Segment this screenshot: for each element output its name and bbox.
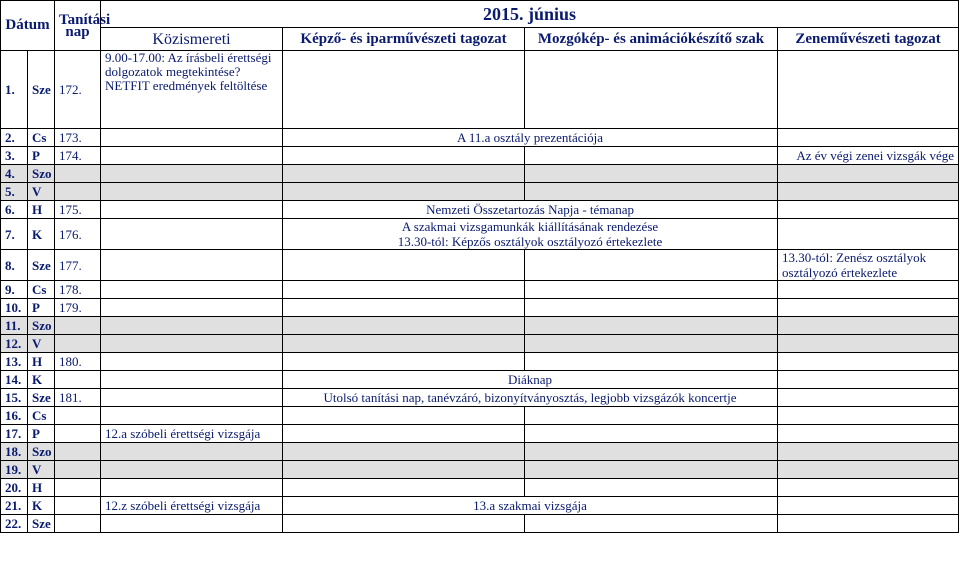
school-day-number — [55, 165, 101, 183]
music-cell — [778, 479, 959, 497]
weekday: Szo — [28, 443, 55, 461]
day-number: 1. — [1, 51, 28, 129]
school-day-number — [55, 515, 101, 533]
general-cell — [101, 219, 283, 250]
table-row — [1, 165, 959, 183]
col-header-general: Közismereti — [101, 28, 283, 51]
weekday: Szo — [28, 317, 55, 335]
school-day-number: 173. — [55, 129, 101, 147]
music-cell — [778, 371, 959, 389]
day-number: 8. — [1, 250, 28, 281]
music-cell — [778, 425, 959, 443]
general-cell — [101, 335, 283, 353]
school-day-number: 176. — [55, 219, 101, 250]
music-cell: Az év végi zenei vizsgák vége — [778, 147, 959, 165]
fine-arts-cell — [283, 51, 525, 129]
weekday: V — [28, 183, 55, 201]
fine-arts-cell — [283, 479, 525, 497]
fine-arts-cell — [283, 165, 525, 183]
event-cell: Nemzeti Összetartozás Napja - témanap — [283, 201, 778, 219]
animation-cell — [525, 299, 778, 317]
school-day-number — [55, 317, 101, 335]
fine-arts-cell — [283, 183, 525, 201]
fine-arts-cell — [283, 250, 525, 281]
music-cell — [778, 201, 959, 219]
day-number: 15. — [1, 389, 28, 407]
animation-cell — [525, 281, 778, 299]
weekday: H — [28, 479, 55, 497]
day-number: 11. — [1, 317, 28, 335]
school-day-number: 180. — [55, 353, 101, 371]
school-day-number — [55, 407, 101, 425]
table-row — [1, 443, 959, 461]
table-row — [1, 389, 959, 407]
weekday: V — [28, 461, 55, 479]
table-row — [1, 299, 959, 317]
music-cell — [778, 281, 959, 299]
music-cell — [778, 299, 959, 317]
fine-arts-cell — [283, 407, 525, 425]
general-cell — [101, 165, 283, 183]
animation-cell — [525, 335, 778, 353]
table-row — [1, 250, 959, 281]
table-row — [1, 353, 959, 371]
day-number: 12. — [1, 335, 28, 353]
day-number: 3. — [1, 147, 28, 165]
general-cell — [101, 147, 283, 165]
general-cell — [101, 129, 283, 147]
fine-arts-cell — [283, 425, 525, 443]
weekday: Sze — [28, 51, 55, 129]
table-row — [1, 335, 959, 353]
general-cell — [101, 479, 283, 497]
animation-cell — [525, 51, 778, 129]
school-day-number: 172. — [55, 51, 101, 129]
day-number: 17. — [1, 425, 28, 443]
event-cell: 13.a szakmai vizsgája — [283, 497, 778, 515]
music-cell — [778, 407, 959, 425]
music-cell — [778, 515, 959, 533]
weekday: P — [28, 299, 55, 317]
table-row — [1, 317, 959, 335]
event-cell: Utolsó tanítási nap, tanévzáró, bizonyítványosztás, legjobb vizsgázók koncertje — [283, 389, 778, 407]
animation-cell — [525, 165, 778, 183]
general-cell: 12.z szóbeli érettségi vizsgája — [101, 497, 283, 515]
animation-cell — [525, 461, 778, 479]
day-number: 5. — [1, 183, 28, 201]
header-row-columns — [1, 28, 959, 51]
weekday: V — [28, 335, 55, 353]
school-day-number: 174. — [55, 147, 101, 165]
animation-cell — [525, 425, 778, 443]
table-row — [1, 147, 959, 165]
music-cell — [778, 443, 959, 461]
table-row — [1, 201, 959, 219]
music-cell — [778, 165, 959, 183]
school-day-header: Tanítási nap — [55, 1, 101, 51]
school-day-number — [55, 479, 101, 497]
music-cell — [778, 129, 959, 147]
col-header-music: Zeneművészeti tagozat — [778, 28, 959, 51]
general-cell — [101, 515, 283, 533]
table-row — [1, 129, 959, 147]
day-number: 18. — [1, 443, 28, 461]
fine-arts-cell — [283, 317, 525, 335]
fine-arts-cell — [283, 443, 525, 461]
weekday: Cs — [28, 407, 55, 425]
school-day-number: 175. — [55, 201, 101, 219]
school-day-number: 177. — [55, 250, 101, 281]
school-day-number — [55, 497, 101, 515]
day-number: 6. — [1, 201, 28, 219]
animation-cell — [525, 183, 778, 201]
weekday: Cs — [28, 281, 55, 299]
table-row — [1, 371, 959, 389]
weekday: Szo — [28, 165, 55, 183]
music-cell — [778, 317, 959, 335]
table-row — [1, 497, 959, 515]
day-number: 19. — [1, 461, 28, 479]
animation-cell — [525, 147, 778, 165]
day-number: 22. — [1, 515, 28, 533]
music-cell — [778, 461, 959, 479]
general-cell: 9.00-17.00: Az írásbeli érettségi dolgozatok megtekintése? NETFIT eredmények feltöltése — [101, 51, 283, 129]
day-number: 20. — [1, 479, 28, 497]
fine-arts-cell — [283, 515, 525, 533]
day-number: 9. — [1, 281, 28, 299]
table-row — [1, 461, 959, 479]
animation-cell — [525, 515, 778, 533]
table-row — [1, 479, 959, 497]
music-cell — [778, 219, 959, 250]
fine-arts-cell — [283, 281, 525, 299]
day-number: 10. — [1, 299, 28, 317]
animation-cell — [525, 443, 778, 461]
general-cell — [101, 371, 283, 389]
animation-cell — [525, 407, 778, 425]
schedule-rows — [1, 51, 959, 533]
date-header: Dátum — [1, 1, 55, 51]
day-number: 13. — [1, 353, 28, 371]
school-day-number — [55, 183, 101, 201]
school-day-number — [55, 335, 101, 353]
general-cell — [101, 250, 283, 281]
weekday: Sze — [28, 515, 55, 533]
weekday: Cs — [28, 129, 55, 147]
school-day-number — [55, 443, 101, 461]
general-cell: 12.a szóbeli érettségi vizsgája — [101, 425, 283, 443]
day-number: 16. — [1, 407, 28, 425]
event-cell: Diáknap — [283, 371, 778, 389]
table-row — [1, 407, 959, 425]
general-cell — [101, 281, 283, 299]
event-cell: A 11.a osztály prezentációja — [283, 129, 778, 147]
music-cell: 13.30-tól: Zenész osztályok osztályozó értekezlete — [778, 250, 959, 281]
music-cell — [778, 497, 959, 515]
weekday: K — [28, 497, 55, 515]
col-header-animation: Mozgókép- és animációkészítő szak — [525, 28, 778, 51]
general-cell — [101, 299, 283, 317]
weekday: H — [28, 353, 55, 371]
weekday: P — [28, 425, 55, 443]
col-header-fine-arts: Képző- és iparművészeti tagozat — [283, 28, 525, 51]
day-number: 2. — [1, 129, 28, 147]
animation-cell — [525, 353, 778, 371]
day-number: 4. — [1, 165, 28, 183]
fine-arts-cell — [283, 335, 525, 353]
music-cell — [778, 183, 959, 201]
animation-cell — [525, 479, 778, 497]
music-cell — [778, 389, 959, 407]
fine-arts-cell — [283, 147, 525, 165]
weekday: K — [28, 371, 55, 389]
table-row — [1, 51, 959, 129]
general-cell — [101, 443, 283, 461]
general-cell — [101, 317, 283, 335]
weekday: Sze — [28, 389, 55, 407]
general-cell — [101, 389, 283, 407]
animation-cell — [525, 317, 778, 335]
general-cell — [101, 461, 283, 479]
fine-arts-cell — [283, 461, 525, 479]
header-row-month — [1, 1, 959, 28]
table-row — [1, 515, 959, 533]
school-day-number — [55, 425, 101, 443]
weekday: K — [28, 219, 55, 250]
day-number: 7. — [1, 219, 28, 250]
school-day-number: 179. — [55, 299, 101, 317]
table-row — [1, 219, 959, 250]
weekday: H — [28, 201, 55, 219]
school-day-number — [55, 371, 101, 389]
general-cell — [101, 407, 283, 425]
table-row — [1, 425, 959, 443]
day-number: 14. — [1, 371, 28, 389]
school-day-number — [55, 461, 101, 479]
music-cell — [778, 51, 959, 129]
fine-arts-cell — [283, 353, 525, 371]
table-row — [1, 281, 959, 299]
general-cell — [101, 353, 283, 371]
day-number: 21. — [1, 497, 28, 515]
weekday: P — [28, 147, 55, 165]
weekday: Sze — [28, 250, 55, 281]
school-day-number: 181. — [55, 389, 101, 407]
animation-cell — [525, 250, 778, 281]
music-cell — [778, 353, 959, 371]
event-cell: A szakmai vizsgamunkák kiállításának rendezése 13.30-tól: Képzős osztályok osztályozó értekezlete — [283, 219, 778, 250]
music-cell — [778, 335, 959, 353]
school-day-number: 178. — [55, 281, 101, 299]
table-row — [1, 183, 959, 201]
general-cell — [101, 183, 283, 201]
month-title: 2015. június — [101, 1, 959, 28]
fine-arts-cell — [283, 299, 525, 317]
general-cell — [101, 201, 283, 219]
